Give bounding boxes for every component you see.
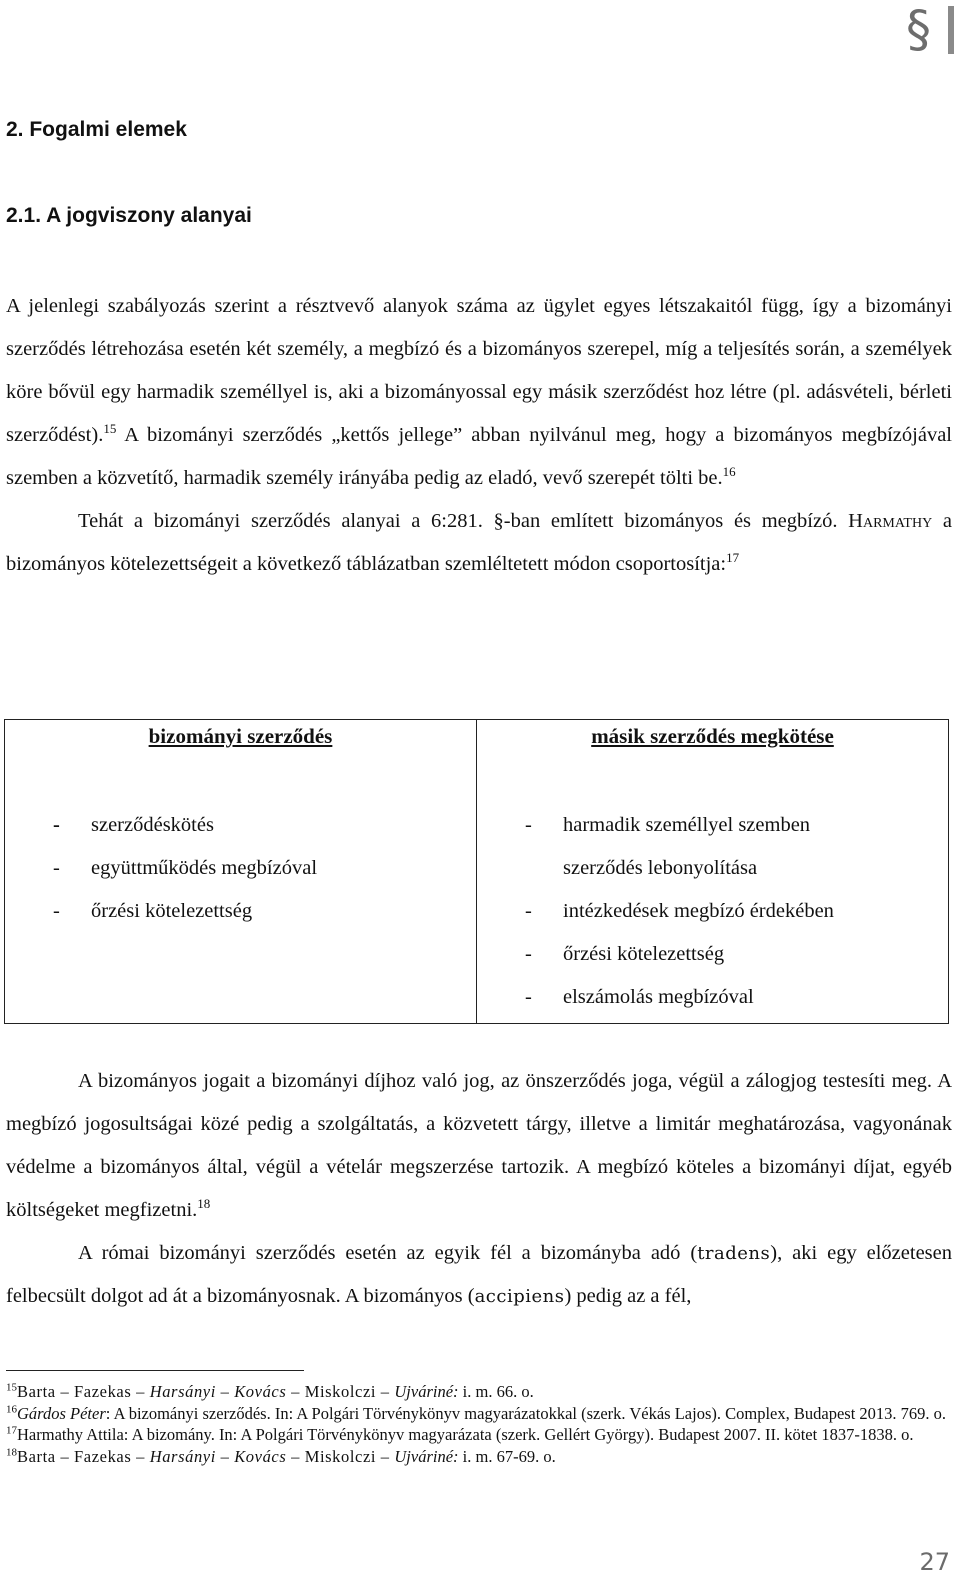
paragraph-1 (6, 285, 952, 500)
dash-bullet: - (525, 986, 532, 1008)
right-duty-list (477, 804, 948, 1019)
list-item (477, 933, 948, 976)
paragraph-3 (6, 1060, 952, 1232)
dash-bullet: - (525, 943, 532, 965)
footnote-16 (6, 1403, 952, 1425)
list-item-text: elszámolás megbízóval (563, 986, 754, 1008)
footnote-text: – Miskolczi – (286, 1446, 395, 1466)
footnote-text: : A bizományi szerződés. In: A Polgári Törvénykönyv magyarázatokkal (szerk. Vékás Lajos). Complex, Budapest 2013. 769. o. (105, 1403, 947, 1423)
list-item-text: intézkedések megbízó érdekében (563, 900, 834, 922)
paragraph-1-text-a: A jelenlegi szabályozás szerint a résztvevő alanyok száma az ügylet egyes létszakaitól függ, így a bizományi szerződés létrehozása esetén két személy, a megbízó és a bizományos szerepel, míg a teljesítés során, a személyek köre bővül egy harmadik személlyel is, aki a bizományossal egy másik szerződést hoz létre (pl. adásvételi, bérleti szerződést). (6, 295, 952, 446)
left-duty-list (5, 804, 476, 933)
list-item (477, 804, 948, 890)
footnote-separator (6, 1370, 304, 1371)
obligations-table (4, 719, 949, 1024)
list-item (5, 804, 476, 847)
list-item-text: szerződéskötés (91, 814, 214, 836)
list-item (477, 890, 948, 933)
section-sign-icon: § (906, 0, 931, 58)
list-item-text: őrzési kötelezettség (563, 943, 725, 965)
list-item (477, 976, 948, 1019)
footnote-text: Barta – Fazekas – (17, 1382, 150, 1401)
footnote-18 (6, 1446, 952, 1468)
section-heading: 2.1. A jogviszony alanyai (6, 204, 252, 227)
page-number: 27 (919, 1548, 950, 1576)
footnote-17 (6, 1424, 952, 1446)
footnote-italic: Ujváriné: (394, 1446, 459, 1466)
footnote-text: Barta – Fazekas – (17, 1446, 150, 1466)
body-paragraphs-after-table (6, 1060, 952, 1318)
paragraph-3-text: A bizományos jogait a bizományi díjhoz való jog, az önszerződés joga, végül a zálogjog testesíti meg. A megbízó jogosultságai közé pedig a szolgáltatás, a közvetett tárgy, illetve a limitár meghatározása, vagyonának védelme a bizományos által, végül a vételár megszerzése tartozik. A megbízó köteles a bizományi díjat, egyéb költségeket megfizetni. (6, 1070, 952, 1221)
footnote-number: 18 (6, 1446, 17, 1458)
footnote-text: Harmathy Attila: A bizomány. In: A Polgári Törvénykönyv magyarázata (szerk. Gellért György). Budapest 2007. II. kötet 1837-1838. o. (17, 1425, 914, 1444)
footnote-text: i. m. 66. o. (458, 1382, 534, 1401)
latin-term-tradens: tradens (697, 1243, 771, 1264)
footnotes (6, 1381, 952, 1467)
footnote-ref-16: 16 (722, 464, 736, 480)
footnote-ref-15: 15 (103, 421, 117, 437)
list-item (5, 847, 476, 890)
chapter-heading: 2. Fogalmi elemek (6, 118, 187, 141)
paragraph-2-text-b: a bizományos kötelezettségeit a következő táblázatban szemléltetett módon csoportosítja: (6, 510, 952, 575)
footnote-italic: Gárdos Péter (17, 1403, 106, 1423)
footnote-number: 17 (6, 1424, 17, 1437)
footnote-number: 16 (6, 1403, 17, 1415)
dash-bullet: - (525, 814, 532, 836)
paragraph-4-text-c: ) pedig az a fél, (564, 1285, 692, 1307)
author-name: Harmathy (848, 510, 933, 532)
footnote-italic: Harsányi – Kovács (149, 1382, 287, 1401)
latin-term-accipiens: accipiens (474, 1286, 565, 1307)
dash-bullet: - (53, 900, 60, 922)
paragraph-2-text-a: Tehát a bizományi szerződés alanyai a 6:281. §-ban említett bizományos és megbízó. (78, 510, 849, 532)
paragraph-1-text-b: A bizományi szerződés „kettős jellege” abban nyilvánul meg, hogy a bizományos megbízójával szemben a közvetítő, harmadik személy irányába pedig az eladó, vevő szerepét tölti be. (6, 424, 952, 489)
right-column-header: másik szerződés megkötése (591, 724, 834, 748)
list-item (5, 890, 476, 933)
footnote-ref-18: 18 (197, 1196, 211, 1212)
dash-bullet: - (525, 900, 532, 922)
paragraph-4 (6, 1232, 952, 1318)
footnote-number: 15 (6, 1381, 17, 1394)
list-item-text: őrzési kötelezettség (91, 900, 253, 922)
logo-bar (948, 6, 954, 54)
footnote-text: i. m. 67-69. o. (458, 1446, 556, 1466)
paragraph-2 (6, 500, 952, 586)
table-right-column (477, 720, 949, 1024)
table-left-column (5, 720, 477, 1024)
paragraph-4-text-a: A római bizományi szerződés esetén az egyik fél a bizományba adó ( (78, 1242, 698, 1264)
list-item-text: harmadik személlyel szemben szerződés lebonyolítása (563, 814, 811, 879)
footnote-15 (6, 1381, 952, 1403)
dash-bullet: - (53, 814, 60, 836)
section-logo (904, 2, 956, 56)
left-column-header: bizományi szerződés (148, 724, 333, 748)
footnote-italic: Harsányi – Kovács (149, 1446, 287, 1466)
dash-bullet: - (53, 857, 60, 879)
footnote-italic: Ujváriné: (394, 1382, 459, 1401)
footnote-ref-17: 17 (726, 550, 740, 566)
paragraph-4-text-b: ), aki egy előzetesen felbecsült dolgot ad át a bizományosnak. A bizományos ( (6, 1242, 952, 1307)
footnote-text: – Miskolczi – (286, 1382, 395, 1401)
body-paragraphs (6, 285, 952, 586)
list-item-text: együttműködés megbízóval (91, 857, 318, 879)
